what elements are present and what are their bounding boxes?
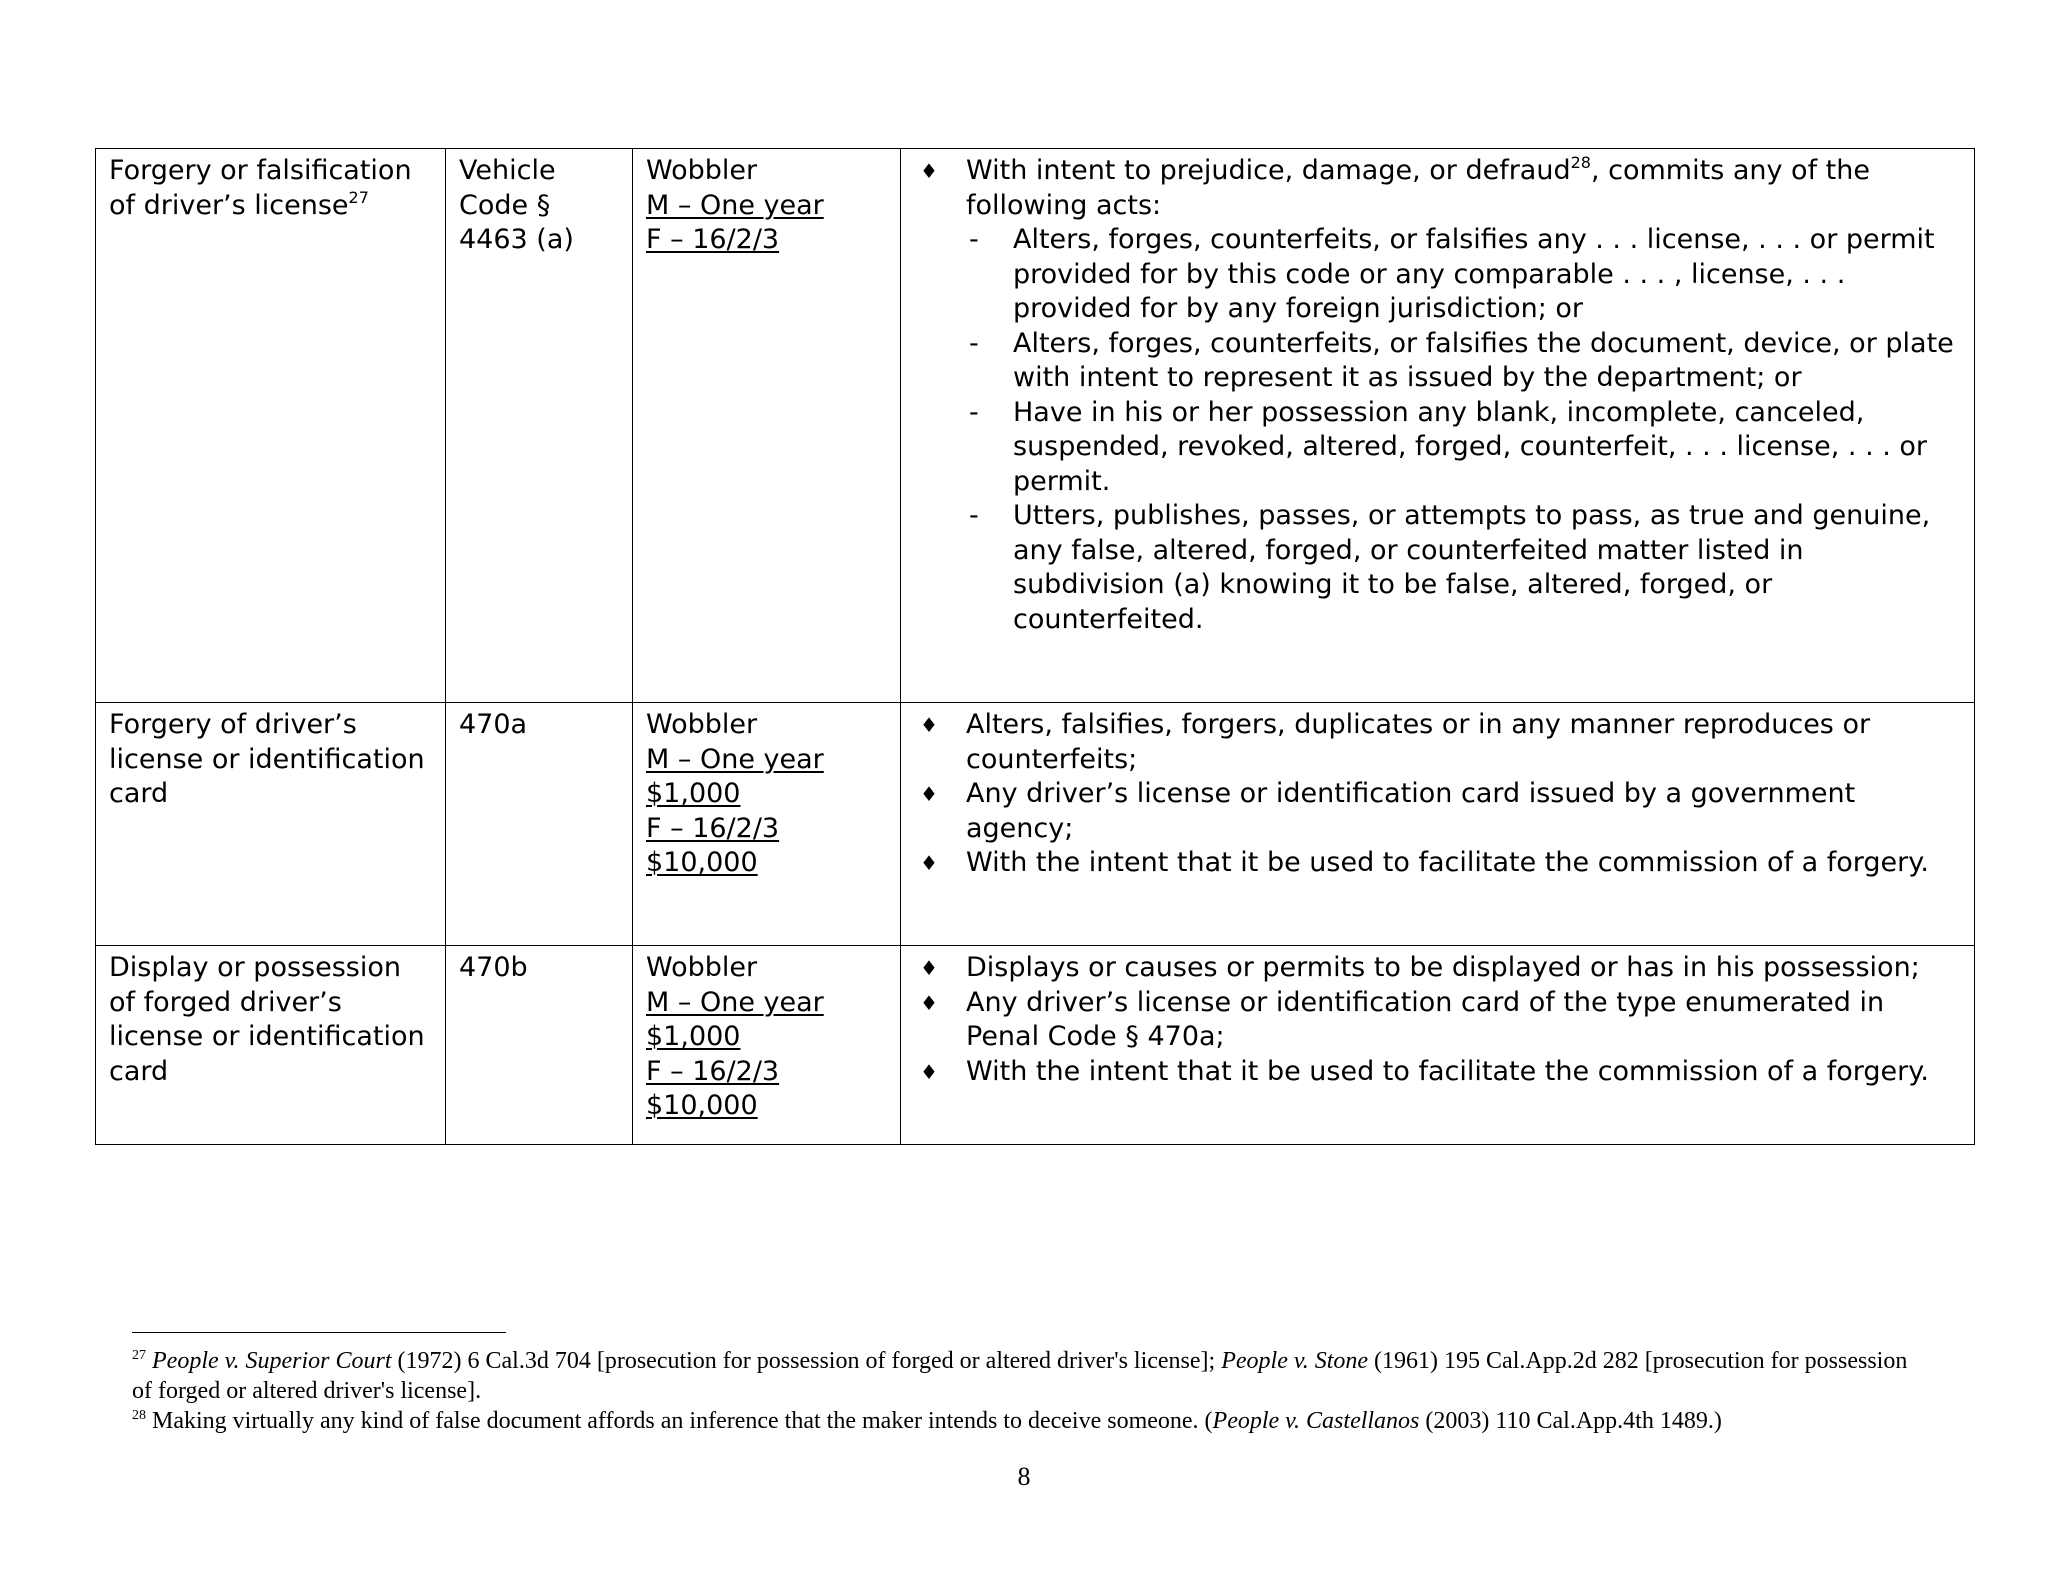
- punishment-type: Wobbler: [646, 952, 758, 983]
- code-cell: 470a: [446, 703, 633, 946]
- elements-list: [914, 708, 1962, 881]
- crime-cell: Forgery of driver’s license or identification card: [96, 703, 446, 946]
- dash-bullet-icon: -: [969, 396, 979, 428]
- elements-cell: [901, 703, 1975, 946]
- sub-elements-list: [966, 223, 1962, 637]
- diamond-bullet-icon: ♦: [920, 851, 938, 875]
- diamond-bullet-icon: ♦: [920, 159, 938, 183]
- element-item: [914, 986, 1962, 1055]
- element-text: Alters, falsifies, forgers, duplicates or in any manner reproduces or counterfeits;: [966, 709, 1871, 775]
- element-text: Displays or causes or permits to be displayed or has in his possession;: [966, 952, 1920, 983]
- code-cell: [446, 149, 633, 703]
- punishment-line: $1,000: [646, 778, 741, 809]
- sub-element-item: [966, 499, 1962, 637]
- elements-cell: [901, 149, 1975, 703]
- case-name: People v. Superior Court: [152, 1348, 392, 1374]
- sub-element-item: [966, 327, 1962, 396]
- footnote-text: Making virtually any kind of false document affords an inference that the maker intends to deceive someone. (: [146, 1408, 1213, 1434]
- punishment-line: M – One year: [646, 986, 824, 1018]
- punishment-type: Wobbler: [646, 709, 758, 740]
- punishment-line: F – 16/2/3: [646, 812, 780, 844]
- element-item: [914, 154, 1962, 637]
- page-number: 8: [1017, 1462, 1031, 1491]
- citation-text: (1961) 195 Cal.App.2d 282 [prosecution for possession of forged or altered driver's license].: [132, 1348, 1908, 1404]
- table-row: [96, 703, 1975, 946]
- crime-cell: Display or possession of forged driver’s license or identification card: [96, 946, 446, 1145]
- case-name: People v. Castellanos: [1212, 1408, 1420, 1434]
- sub-element-item: [966, 396, 1962, 500]
- footnote-ref[interactable]: 28: [1570, 153, 1591, 172]
- citation-text: (2003) 110 Cal.App.4th 1489.): [1419, 1408, 1722, 1434]
- elements-list: [914, 951, 1962, 1089]
- footnote-ref[interactable]: 27: [348, 187, 369, 207]
- code-line: Code §: [459, 189, 551, 221]
- code-cell: 470b: [446, 946, 633, 1145]
- element-text: With the intent that it be used to facilitate the commission of a forgery.: [966, 847, 1929, 878]
- sub-element-text: Have in his or her possession any blank, incomplete, canceled, suspended, revoked, altered, forged, counterfeit, . . . license, . . . or permit.: [1013, 396, 1928, 497]
- table-row: [96, 149, 1975, 703]
- element-item: [914, 1055, 1962, 1090]
- crime-table: [95, 148, 1975, 1145]
- punishment-line: M – One year: [646, 743, 824, 775]
- footnote-separator: [132, 1332, 506, 1333]
- element-text: Any driver’s license or identification card issued by a government agency;: [966, 778, 1856, 844]
- footnotes: [132, 1346, 1932, 1436]
- footnote-number: 28: [132, 1408, 146, 1423]
- punishment-line: M – One year: [646, 189, 824, 221]
- diamond-bullet-icon: ♦: [920, 956, 938, 980]
- diamond-bullet-icon: ♦: [920, 713, 938, 737]
- diamond-bullet-icon: ♦: [920, 990, 938, 1015]
- citation-text: (1972) 6 Cal.3d 704 [prosecution for possession of forged or altered driver's license];: [391, 1348, 1222, 1374]
- element-text: With intent to prejudice, damage, or defraud: [966, 155, 1571, 186]
- sub-element-text: Utters, publishes, passes, or attempts to pass, as true and genuine, any false, altered, forged, or counterfeited matter listed in subdivision (a) knowing it to be false, altered, forged, or counterfeited.: [1013, 500, 1931, 635]
- punishment-line: F – 16/2/3: [646, 1055, 780, 1087]
- punishment-type: Wobbler: [646, 155, 758, 186]
- elements-cell: [901, 946, 1975, 1145]
- punishment-line: $10,000: [646, 1090, 758, 1121]
- case-name: People v. Stone: [1221, 1348, 1369, 1374]
- dash-bullet-icon: -: [969, 224, 979, 255]
- code-line: 4463 (a): [459, 224, 574, 255]
- crime-cell: [96, 149, 446, 703]
- element-item: [914, 777, 1962, 846]
- sub-element-text: Alters, forges, counterfeits, or falsifies the document, device, or plate with intent to represent it as issued by the department; or: [1013, 327, 1954, 393]
- punishment-cell: [633, 149, 901, 703]
- element-item: [914, 951, 1962, 986]
- diamond-bullet-icon: ♦: [920, 1059, 938, 1084]
- dash-bullet-icon: -: [969, 327, 979, 359]
- dash-bullet-icon: -: [969, 500, 979, 531]
- punishment-cell: [633, 703, 901, 946]
- punishment-line: $1,000: [646, 1021, 741, 1052]
- sub-element-text: Alters, forges, counterfeits, or falsifies any . . . license, . . . or permit provided for by this code or any comparable . . . , license, . . . provided for by any foreign jurisdiction; or: [1013, 224, 1935, 324]
- footnote-27: [132, 1346, 1932, 1406]
- crime-name: Forgery or falsification of driver’s license: [109, 155, 412, 221]
- element-text: With the intent that it be used to facilitate the commission of a forgery.: [966, 1055, 1929, 1087]
- element-item: [914, 708, 1962, 777]
- punishment-cell: [633, 946, 901, 1145]
- table-row: [96, 946, 1975, 1145]
- punishment-line: F – 16/2/3: [646, 224, 780, 255]
- footnote-number: 27: [132, 1348, 146, 1363]
- footnote-28: [132, 1406, 1932, 1436]
- diamond-bullet-icon: ♦: [920, 782, 938, 806]
- elements-list: [914, 154, 1962, 637]
- code-line: Vehicle: [459, 155, 556, 186]
- punishment-line: $10,000: [646, 847, 758, 878]
- element-text: , commits any of the following acts:: [966, 155, 1870, 221]
- element-text: Any driver’s license or identification card of the type enumerated in Penal Code § 470a;: [966, 986, 1885, 1052]
- sub-element-item: [966, 223, 1962, 327]
- element-item: [914, 846, 1962, 881]
